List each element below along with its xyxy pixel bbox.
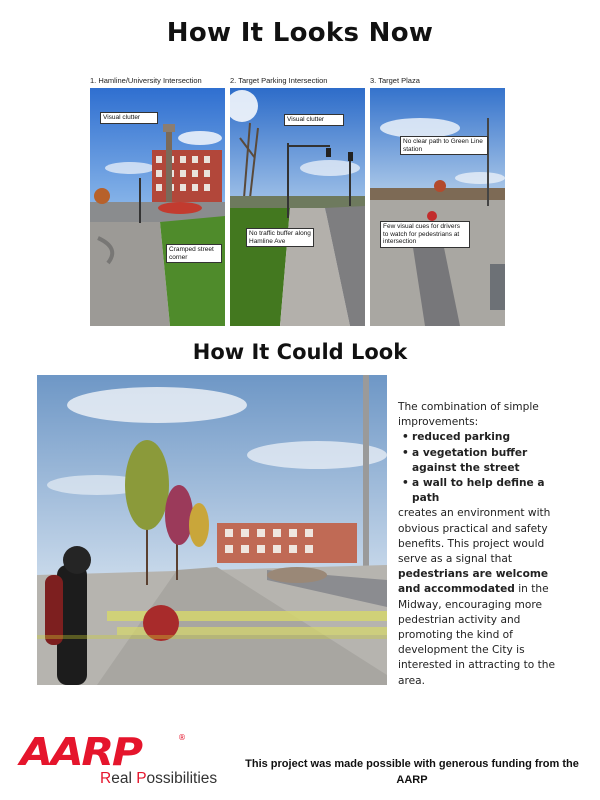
aarp-logo <box>18 730 228 788</box>
tagline-part: eal <box>111 770 137 787</box>
project-description <box>398 400 568 689</box>
callout-label: No traffic buffer along Hamline Ave <box>246 228 314 247</box>
proposed-plaza-rendering <box>37 375 387 685</box>
description-emphasis: pedestrians are welcome and accommodated <box>398 568 549 596</box>
rendering-art <box>37 375 387 685</box>
tagline-letter: P <box>136 770 147 787</box>
photo-panel-target-plaza <box>370 76 505 326</box>
funding-credit: This project was made possible with generous funding from the AARP <box>245 758 579 786</box>
photo-caption: 2. Target Parking Intersection <box>230 76 328 85</box>
registered-mark: ® <box>178 733 186 742</box>
list-item: • a vegetation buffer against the street <box>412 446 568 476</box>
photo-panel-hamline-university <box>90 76 225 326</box>
description-body-part: creates an environment with obvious practical and safety benefits. This project would serve as a signal that <box>398 507 551 566</box>
photo-caption: 1. Hamline/University Intersection <box>90 76 202 85</box>
tagline-letter: R <box>100 770 112 787</box>
street-photo <box>230 88 365 326</box>
aarp-wordmark: AARP <box>20 730 141 774</box>
photo-caption: 3. Target Plaza <box>370 76 420 85</box>
callout-label: Cramped street corner <box>166 244 222 263</box>
street-photo <box>90 88 225 326</box>
callout-label: Few visual cues for drivers to watch for pedestrians at intersection <box>380 221 470 248</box>
callout-label: Visual clutter <box>100 112 158 124</box>
photo-panel-target-parking <box>230 76 365 326</box>
section-title-now: How It Looks Now <box>166 18 434 48</box>
tagline-part: ossibilities <box>146 770 218 787</box>
street-photo-art <box>370 88 505 326</box>
aarp-tagline <box>100 770 217 788</box>
street-photo-art <box>90 88 225 326</box>
description-intro: The combination of simple improvements: <box>398 401 539 429</box>
list-item: • a wall to help define a path <box>412 476 568 506</box>
improvements-list <box>398 430 568 506</box>
description-body <box>398 506 568 688</box>
section-title-could: How It Could Look <box>192 340 408 364</box>
street-photo <box>370 88 505 326</box>
list-item: • reduced parking <box>412 430 568 445</box>
description-body-part: in the Midway, encouraging more pedestrian activity and promoting the kind of development the City is interested in attracting to the area. <box>398 583 556 687</box>
callout-label: Visual clutter <box>284 114 344 126</box>
callout-label: No clear path to Green Line station <box>400 136 488 155</box>
